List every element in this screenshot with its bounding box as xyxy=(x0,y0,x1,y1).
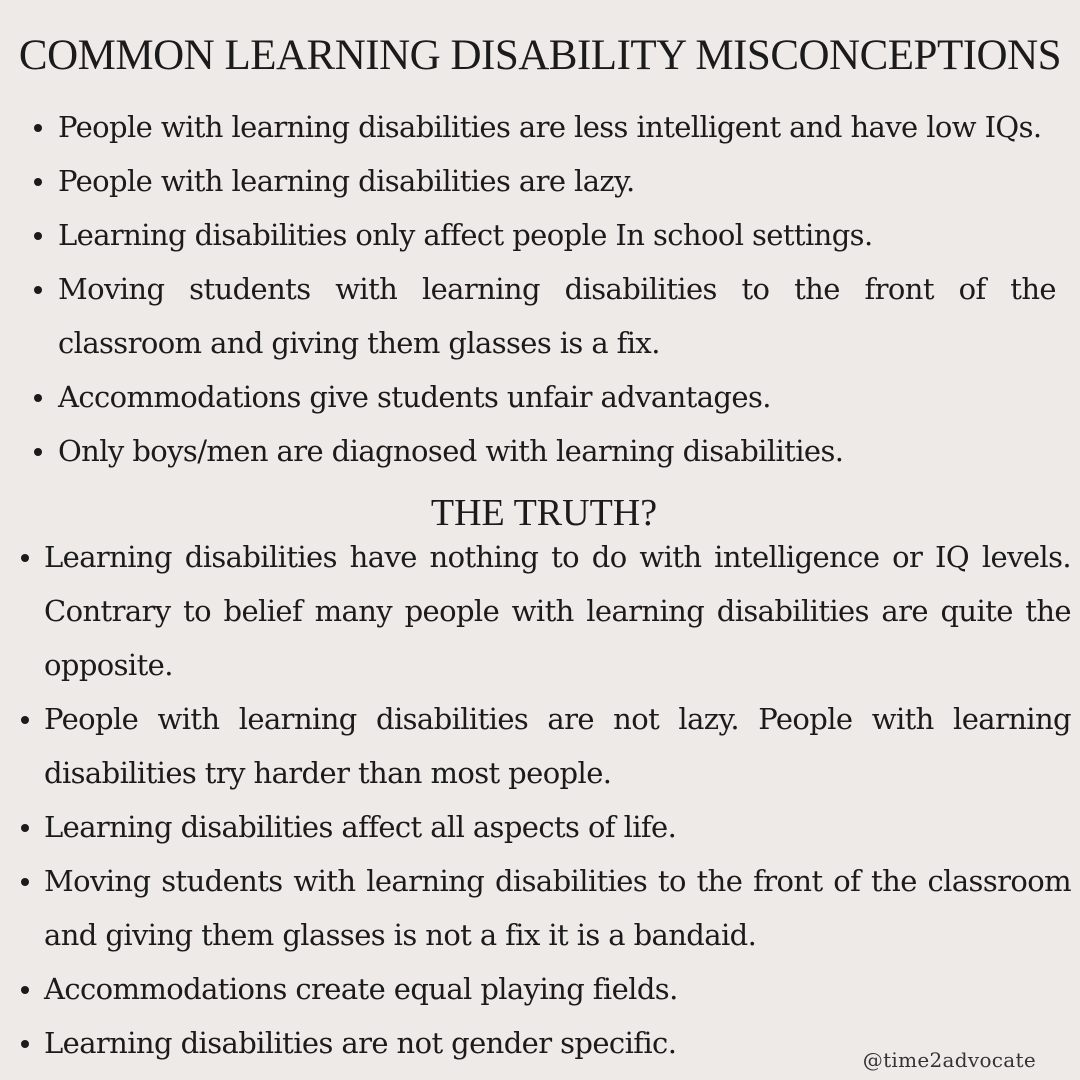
misconception-item xyxy=(58,154,1056,208)
bullet-icon xyxy=(21,824,29,832)
misconception-item xyxy=(58,370,1056,424)
truths-list xyxy=(44,530,1071,1070)
misconception-text: Only boys/men are diagnosed with learning disabilities. xyxy=(58,434,844,468)
truth-text: Learning disabilities have nothing to do with intelligence or IQ levels. Contrary to belief many people with learning disabilities are quite the opposite. xyxy=(44,540,1071,682)
truth-text: Learning disabilities affect all aspects of life. xyxy=(44,810,677,844)
truth-item xyxy=(44,692,1071,800)
truth-item xyxy=(44,962,1071,1016)
bullet-icon xyxy=(21,878,29,886)
bullet-icon xyxy=(21,1040,29,1048)
misconception-text: Learning disabilities only affect people In school settings. xyxy=(58,218,873,252)
misconception-text: People with learning disabilities are less intelligent and have low IQs. xyxy=(58,110,1042,144)
truth-text: Moving students with learning disabilities to the front of the classroom and giving them glasses is not a fix it is a bandaid. xyxy=(44,864,1071,952)
truth-text: People with learning disabilities are not lazy. People with learning disabilities try harder than most people. xyxy=(44,702,1071,790)
misconception-item xyxy=(58,208,1056,262)
truth-text: Accommodations create equal playing fields. xyxy=(44,972,678,1006)
page-title: COMMON LEARNING DISABILITY MISCONCEPTIONS xyxy=(18,32,1062,79)
bullet-icon xyxy=(34,232,42,240)
truth-item xyxy=(44,854,1071,962)
misconceptions-list xyxy=(58,100,1056,478)
bullet-icon xyxy=(34,394,42,402)
misconception-text: Moving students with learning disabilities to the front of the classroom and giving them glasses is a fix. xyxy=(58,272,1056,360)
bullet-icon xyxy=(34,448,42,456)
truth-item xyxy=(44,800,1071,854)
bullet-icon xyxy=(21,986,29,994)
bullet-icon xyxy=(34,286,42,294)
truth-item xyxy=(44,530,1071,692)
bullet-icon xyxy=(21,554,29,562)
bullet-icon xyxy=(21,716,29,724)
misconception-item xyxy=(58,100,1056,154)
truth-heading: THE TRUTH? xyxy=(430,492,658,534)
misconception-text: People with learning disabilities are lazy. xyxy=(58,164,635,198)
bullet-icon xyxy=(34,178,42,186)
truth-text: Learning disabilities are not gender specific. xyxy=(44,1026,677,1060)
author-handle: @time2advocate xyxy=(862,1048,1036,1072)
misconception-text: Accommodations give students unfair advantages. xyxy=(58,380,771,414)
bullet-icon xyxy=(34,124,42,132)
misconception-item xyxy=(58,262,1056,370)
misconception-item xyxy=(58,424,1056,478)
